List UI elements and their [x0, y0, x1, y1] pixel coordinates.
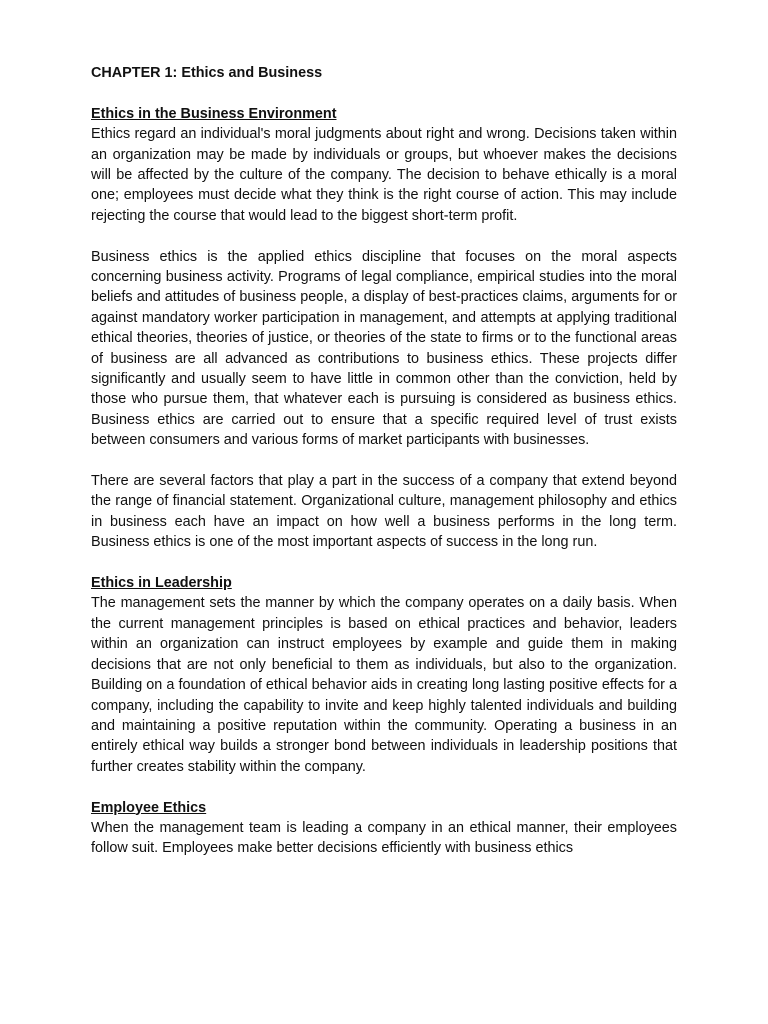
section-heading: Employee Ethics: [91, 799, 207, 816]
section-leadership: [91, 573, 677, 777]
paragraph: Business ethics is the applied ethics discipline that focuses on the moral aspects concerning business activity. Programs of legal compliance, empirical studies into the moral beliefs and attitudes of business people, a display of best-practices claims, arguments for or against mandatory worker participation in management, and attempts at applying traditional ethical theories, theories of justice, or theories of the state to firms or to the functional areas of business are all advanced as contributions to business ethics. These projects differ significantly and usually seem to have little in common other than the conviction, held by those who pursue them, that whatever each is pursuing is considered as business ethics. Business ethics are carried out to ensure that a specific required level of trust exists between consumers and various forms of market participants with businesses.: [91, 248, 677, 449]
spacer: [91, 226, 677, 246]
document-body: [91, 60, 677, 859]
spacer: [91, 553, 677, 573]
section-business-environment: [91, 104, 677, 553]
spacer: [91, 83, 677, 103]
spacer: [91, 777, 677, 797]
paragraph: There are several factors that play a part in the success of a company that extend beyond the range of financial statement. Organizational culture, management philosophy and ethics in business each have an impact on how well a business performs in the long term. Business ethics is one of the most important aspects of success in the long run.: [91, 473, 677, 551]
section-heading: Ethics in Leadership: [91, 575, 232, 592]
paragraph: Ethics regard an individual's moral judgments about right and wrong. Decisions taken within an organization may be made by individuals or groups, but whoever makes the decisions will be affected by the culture of the company. The decision to behave ethically is a moral one; employees must decide what they think is the right course of action. This may include rejecting the course that would lead to the biggest short-term profit.: [91, 126, 677, 224]
spacer: [91, 451, 677, 471]
paragraph: The management sets the manner by which the company operates on a daily basis. When the current management principles is based on ethical practices and behavior, leaders within an organization can instruct employees by example and guide them in making decisions that are not only beneficial to them as individuals, but also to the organization. Building on a foundation of ethical behavior aids in creating long lasting positive effects for a company, including the capability to invite and keep highly talented individuals and building and maintaining a positive reputation within the community. Operating a business in an entirely ethical way builds a stronger bond between individuals in leadership positions that further creates stability within the company.: [91, 595, 677, 775]
section-heading: Ethics in the Business Environment: [91, 105, 337, 122]
section-employee-ethics: [91, 798, 677, 859]
paragraph: When the management team is leading a company in an ethical manner, their employees follow suit. Employees make better decisions efficiently with business ethics: [91, 819, 677, 857]
chapter-title: CHAPTER 1: Ethics and Business: [91, 65, 323, 81]
